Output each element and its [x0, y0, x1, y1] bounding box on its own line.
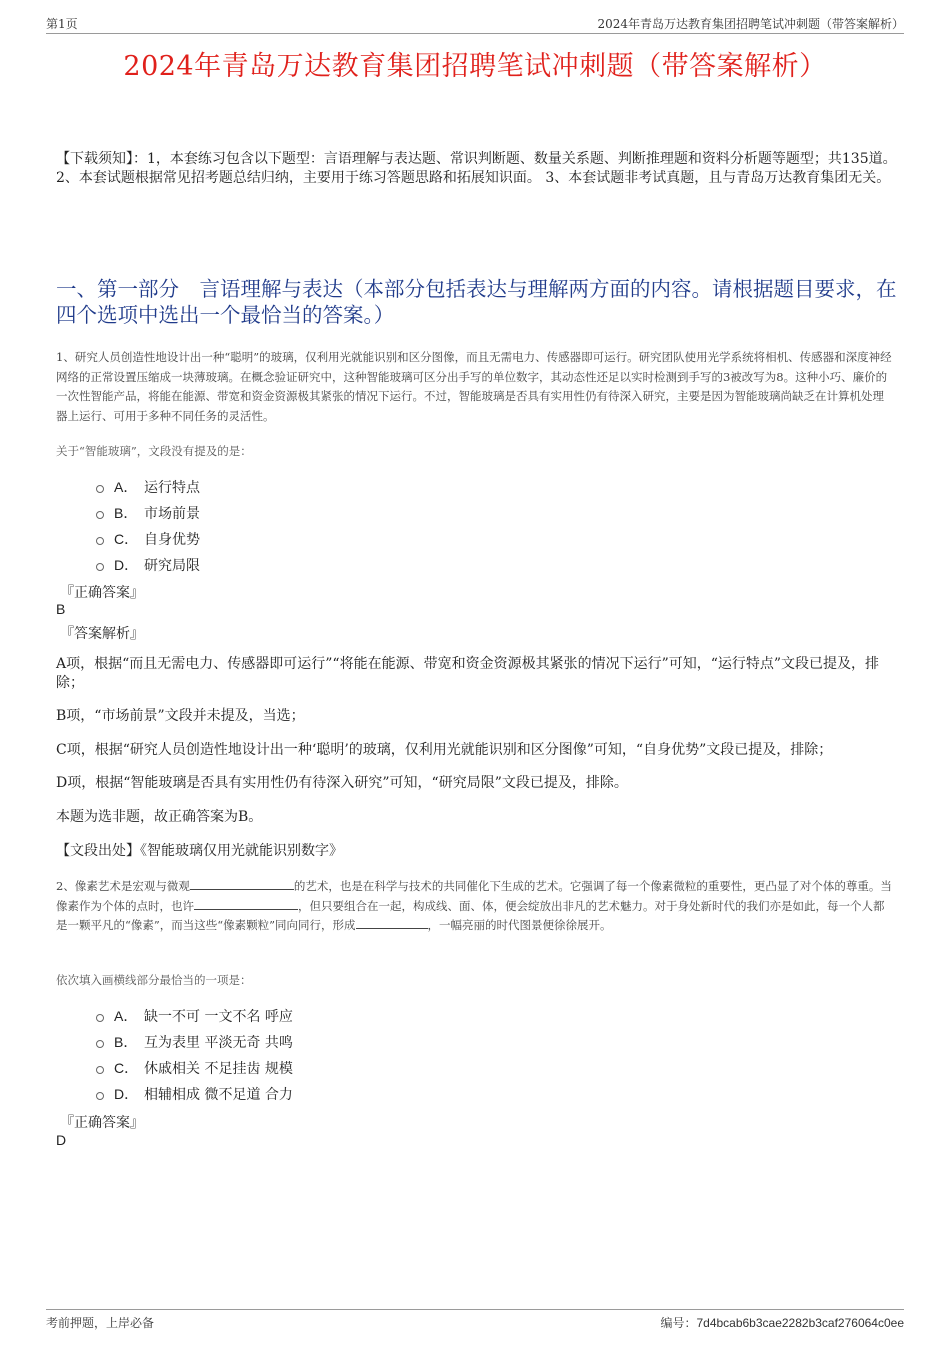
question-2-option-d[interactable] — [96, 1084, 293, 1104]
page-title: 2024年青岛万达教育集团招聘笔试冲刺题（带答案解析） — [123, 51, 827, 82]
radio-icon[interactable] — [96, 1092, 104, 1100]
question-1-option-d[interactable] — [96, 555, 200, 575]
download-notice: 【下载须知】：1，本套练习包含以下题型：言语理解与表达题、常识判断题、数量关系题、判断推理题和资料分析题等题型；共135道。 2、本套试题根据常见招考题总结归纳，主要用于练习答题思路和拓展知识面。 3、本套试题非考试真题，且与青岛万达教育集团无关。 — [56, 151, 897, 186]
option-text: 相辅相成 微不足道 合力 — [144, 1087, 293, 1103]
option-text: 研究局限 — [144, 558, 200, 574]
radio-icon[interactable] — [96, 1014, 104, 1022]
analysis-item-b: B项，“市场前景”文段并未提及，当选； — [56, 708, 305, 724]
radio-icon[interactable] — [96, 485, 104, 493]
question-1-source: 【文段出处】《智能玻璃仅用光就能识别数字》 — [56, 843, 343, 859]
option-text: 互为表里 平淡无奇 共鸣 — [144, 1035, 293, 1051]
passage-text: 的艺术，也是在科学与技术的共同催化下生成的艺术。它强调了每一个像素微粒的重要性，更凸显了对个体的尊重。当像素作为个体的点时，也许 — [56, 879, 892, 913]
option-letter: C． — [114, 1060, 139, 1076]
question-1-prompt: 关于“智能玻璃”，文段没有提及的是： — [56, 444, 252, 458]
question-2-passage — [56, 877, 894, 936]
footer-rule — [46, 1309, 904, 1310]
passage-text: 2、像素艺术是宏观与微观 — [56, 879, 190, 893]
analysis-item-d: D项，根据“智能玻璃是否具有实用性仍有待深入研究”可知，“研究局限”文段已提及，排除。 — [56, 775, 628, 791]
passage-text: ，但只要组合在一起，构成线、面、体，便会绽放出非凡的艺术魅力。对于身处新时代的我们亦是如此，每一个人都是一颗平凡的“像素”，而当这些“像素颗粒”同向同行，形成 — [56, 898, 885, 933]
option-letter: A． — [114, 479, 138, 495]
question-2-option-a[interactable] — [96, 1006, 293, 1026]
option-letter: B． — [114, 1034, 138, 1050]
radio-icon[interactable] — [96, 1040, 104, 1048]
option-letter: D． — [114, 1086, 139, 1102]
footer-code — [660, 1314, 904, 1331]
option-text: 自身优势 — [144, 532, 200, 548]
radio-icon[interactable] — [96, 563, 104, 571]
option-letter: D． — [114, 557, 139, 573]
option-letter: A． — [114, 1008, 138, 1024]
option-text: 休戚相关 不足挂齿 规模 — [144, 1061, 293, 1077]
radio-icon[interactable] — [96, 511, 104, 519]
option-letter: B． — [114, 505, 138, 521]
radio-icon[interactable] — [96, 537, 104, 545]
radio-icon[interactable] — [96, 1066, 104, 1074]
footer-code-label: 编号： — [660, 1316, 697, 1330]
page-number: 第1页 — [46, 17, 78, 31]
blank-3 — [356, 916, 428, 929]
analysis-item-c: C项，根据“研究人员创造性地设计出一种‘聪明’的玻璃，仅利用光就能识别和区分图像”可知，“自身优势”文段已提及，排除； — [56, 742, 833, 758]
footer-code-value: 7d4bcab6b3cae2282b3caf276064c0ee — [696, 1316, 904, 1330]
question-1-passage: 1、研究人员创造性地设计出一种“聪明”的玻璃，仅利用光就能识别和区分图像，而且无需电力、传感器即可运行。研究团队使用光学系统将相机、传感器和深度神经网络的正常设置压缩成一块薄玻璃。在概念验证研究中，这种智能玻璃可区分出手写的单位数字，其动态性还足以实时检测到手写的3被改写为8。这种小巧、廉价的一次性智能产品，将能在能源、带宽和资金资源极其紧张的情况下运行。不过，智能玻璃是否具有实用性仍有待深入研究，主要是因为智能玻璃尚缺乏在计算机处理器上运行、可用于多种不同任务的灵活性。 — [56, 350, 892, 423]
option-text: 缺一不可 一文不名 呼应 — [144, 1009, 293, 1025]
question-1-option-c[interactable] — [96, 529, 200, 549]
blank-1 — [190, 877, 294, 890]
question-1-answer: B — [56, 601, 66, 617]
question-2-option-b[interactable] — [96, 1032, 293, 1052]
question-1-option-a[interactable] — [96, 477, 200, 497]
question-1-analysis-label: 『答案解析』 — [60, 626, 144, 642]
analysis-item-a: A项，根据“而且无需电力、传感器即可运行”“将能在能源、带宽和资金资源极其紧张的情况下运行”可知，“运行特点”文段已提及，排除； — [56, 656, 880, 691]
footer-slogan: 考前押题，上岸必备 — [46, 1316, 155, 1330]
question-2-answer-label: 『正确答案』 — [60, 1115, 144, 1131]
question-1-option-b[interactable] — [96, 503, 200, 523]
option-text: 市场前景 — [144, 506, 200, 522]
question-1-answer-label: 『正确答案』 — [60, 585, 144, 601]
section-heading: 一、第一部分 言语理解与表达（本部分包括表达与理解两方面的内容。请根据题目要求，在四个选项中选出一个最恰当的答案。） — [56, 277, 897, 327]
blank-2 — [194, 897, 298, 910]
question-2-prompt: 依次填入画横线部分最恰当的一项是： — [56, 973, 252, 987]
passage-text: ，一幅亮丽的时代图景便徐徐展开。 — [427, 918, 612, 933]
option-text: 运行特点 — [144, 480, 200, 496]
header-rule — [46, 33, 904, 34]
option-letter: C． — [114, 531, 139, 547]
question-2-option-c[interactable] — [96, 1058, 293, 1078]
header-doc-title: 2024年青岛万达教育集团招聘笔试冲刺题（带答案解析） — [597, 17, 904, 31]
analysis-conclusion: 本题为选非题，故正确答案为B。 — [56, 809, 263, 825]
question-2-answer: D — [56, 1132, 67, 1148]
